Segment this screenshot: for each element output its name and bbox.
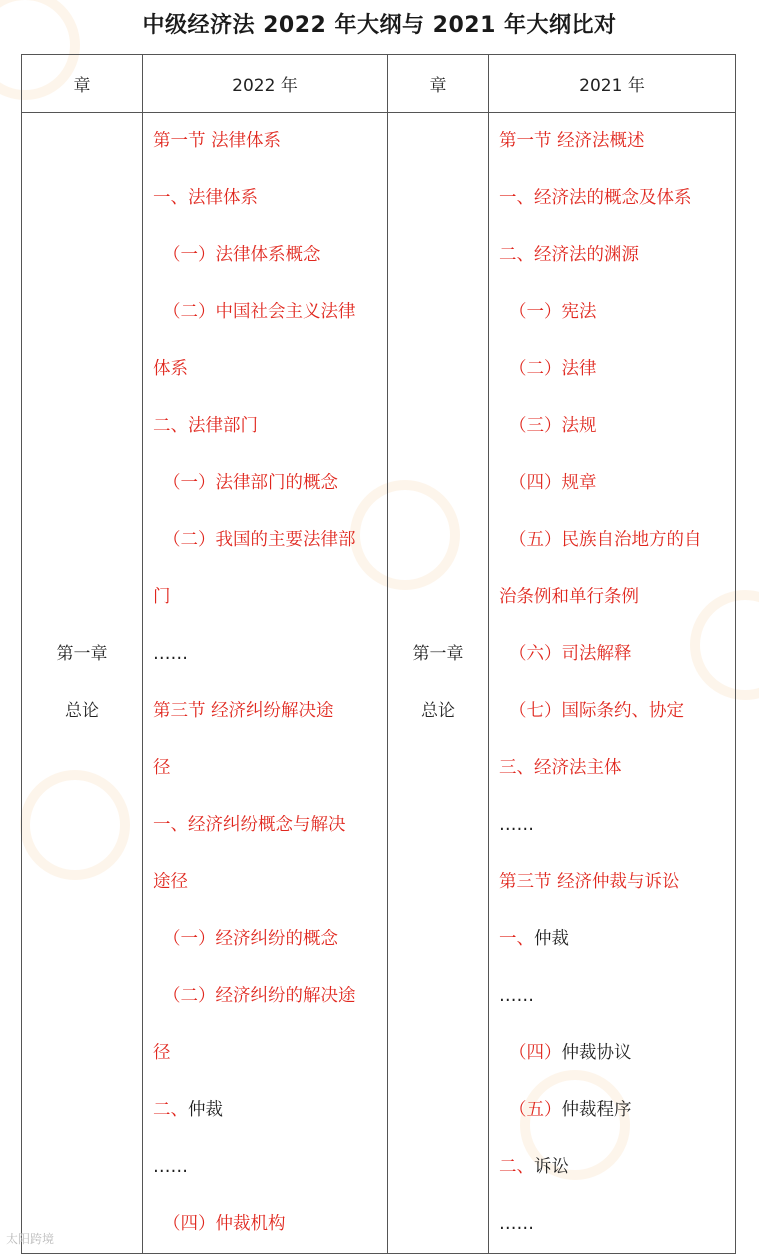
- outline-line: （一）法律体系概念: [163, 245, 321, 265]
- chapter-number: 第一章: [412, 644, 464, 664]
- outline-line: [499, 1025, 731, 1082]
- outline-line: （一）经济纠纷的概念: [163, 929, 338, 949]
- outline-line-text: 诉讼: [534, 1157, 569, 1177]
- table-row: [22, 113, 736, 1254]
- outline-line: （五）民族自治地方的自: [509, 530, 702, 550]
- chapter-title: 总论: [65, 701, 99, 721]
- outline-line: 径: [153, 758, 171, 778]
- outline-line: （四）规章: [509, 473, 597, 493]
- outline-line-prefix: 二、: [153, 1100, 188, 1120]
- outline-line: 第一节 法律体系: [153, 131, 282, 151]
- outline-line: （二）经济纠纷的解决途: [163, 986, 356, 1006]
- outline-line-text: 仲裁程序: [561, 1100, 632, 1120]
- outline-line: （六）司法解释: [509, 644, 632, 664]
- comparison-table: [21, 54, 736, 1254]
- chapter-title: 总论: [421, 701, 455, 721]
- chapter-number: 第一章: [56, 644, 108, 664]
- outline-line: 一、法律体系: [153, 188, 258, 208]
- outline-line: （二）我国的主要法律部: [163, 530, 356, 550]
- outline-line: 三、经济法主体: [499, 758, 622, 778]
- outline-line: 一、经济纠纷概念与解决: [153, 815, 346, 835]
- page-title: 中级经济法 2022 年大纲与 2021 年大纲比对: [142, 13, 617, 38]
- outline-line: （一）宪法: [509, 302, 597, 322]
- header-chapter-2021: 章: [388, 55, 489, 113]
- outline-line-prefix: 二、: [499, 1157, 534, 1177]
- outline-line: （三）法规: [509, 416, 597, 436]
- outline-line: 二、法律部门: [153, 416, 258, 436]
- outline-2021: [489, 113, 736, 1254]
- outline-line-text: 仲裁: [188, 1100, 223, 1120]
- outline-line: [499, 1082, 731, 1139]
- outline-line: ……: [153, 644, 188, 664]
- outline-line-prefix: （四）: [509, 1043, 562, 1063]
- outline-line: 治条例和单行条例: [499, 587, 639, 607]
- header-year-2021: 2021 年: [489, 55, 736, 113]
- outline-line: ……: [499, 1214, 534, 1234]
- outline-line: （二）中国社会主义法律: [163, 302, 356, 322]
- footer-watermark: 太阳跨境: [6, 1232, 55, 1246]
- outline-line: （一）法律部门的概念: [163, 473, 338, 493]
- outline-line: （二）法律: [509, 359, 597, 379]
- outline-line: ……: [153, 1157, 188, 1177]
- outline-line-prefix: 一、: [499, 929, 534, 949]
- outline-2022: [143, 113, 388, 1254]
- outline-line: 途径: [153, 872, 188, 892]
- outline-line: [153, 1082, 383, 1139]
- outline-line: 第三节 经济纠纷解决途: [153, 701, 334, 721]
- outline-line: 第一节 经济法概述: [499, 131, 645, 151]
- outline-line: [499, 911, 731, 968]
- outline-line: 第三节 经济仲裁与诉讼: [499, 872, 680, 892]
- header-chapter-2022: 章: [22, 55, 143, 113]
- outline-line: ……: [499, 986, 534, 1006]
- outline-line: [499, 1139, 731, 1196]
- chapter-cell-2021: [388, 113, 489, 1254]
- outline-line: 径: [153, 1043, 171, 1063]
- chapter-cell-2022: [22, 113, 143, 1254]
- outline-line: （七）国际条约、协定: [509, 701, 684, 721]
- outline-line: ……: [499, 815, 534, 835]
- outline-line-text: 仲裁协议: [561, 1043, 632, 1063]
- table-header-row: [22, 55, 736, 113]
- outline-line: （四）仲裁机构: [163, 1214, 286, 1234]
- outline-line: 二、经济法的渊源: [499, 245, 639, 265]
- outline-line-prefix: （五）: [509, 1100, 562, 1120]
- outline-line-text: 仲裁: [534, 929, 569, 949]
- outline-line: 门: [153, 587, 171, 607]
- outline-line: 一、经济法的概念及体系: [499, 188, 692, 208]
- header-year-2022: 2022 年: [143, 55, 388, 113]
- outline-line: 体系: [153, 359, 188, 379]
